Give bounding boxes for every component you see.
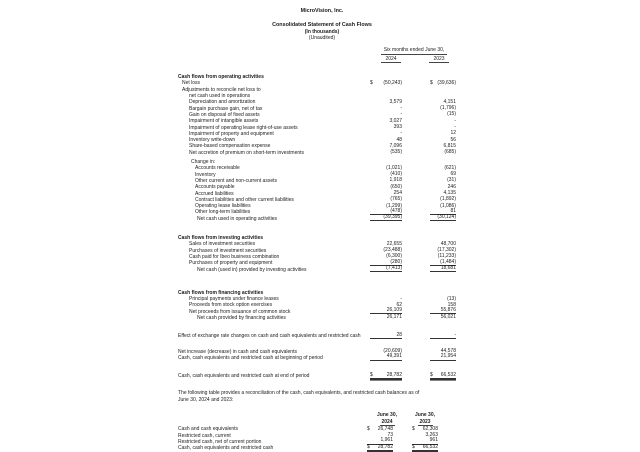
value-2024: $ (50,243) <box>370 79 402 86</box>
value-2024: 28 <box>370 332 402 339</box>
dollar-sign: $ <box>370 79 373 86</box>
row-adjustments: Adjustments to reconcile net loss to <box>182 86 261 93</box>
value-2023: 56 <box>450 136 456 143</box>
row-finance-leases: Principal payments under finance leases - (13) <box>189 295 456 303</box>
value-2024: 3,027 <box>389 117 402 124</box>
row-accrued-liabilities: Accrued liabilities 254 4,135 <box>195 189 456 197</box>
row-purchases-property: Purchases of property and equipment (280) (1,484) <box>189 258 456 267</box>
value-2023: 56,021 <box>440 314 456 321</box>
row-net-cash-investing: Net cash (used in) provided by investing activities (7,413) 18,681 <box>197 264 456 273</box>
row-cash-beginning-of-period: Cash, cash equivalents and restricted cash at beginning of period 49,391 21,954 <box>178 353 456 361</box>
value-2023: (31) <box>447 177 456 184</box>
period-label: Six months ended June 30, <box>381 47 447 55</box>
cash-flow-statement-document <box>178 8 466 452</box>
row-common-stock-proceeds: Net proceeds from issuance of common stock 26,109 55,876 <box>189 307 456 315</box>
value-2023: (11,233) <box>437 253 456 260</box>
dollar-sign: $ <box>412 443 415 450</box>
statement-title: Consolidated Statement of Cash Flows <box>272 22 372 29</box>
value-2024: (23,488) <box>383 247 402 254</box>
section-investing-activities: Cash flows from investing activities <box>178 235 264 242</box>
value-2024: 26,171 <box>386 314 402 321</box>
row-impairment-intangible: Impairment of intangible assets 3,027 - <box>189 117 456 125</box>
value-2023: 44,578 <box>440 347 456 354</box>
value-2023: (30,124) <box>430 214 456 221</box>
value-2024: 3,579 <box>389 98 402 105</box>
value-2024: (1,299) <box>386 202 402 209</box>
value-2023: 4,151 <box>443 98 456 105</box>
value-2023: 246 <box>447 183 456 190</box>
value-2024: (478) <box>370 208 402 215</box>
value-2023: (621) <box>444 164 456 171</box>
row-exchange-rate-effect: Effect of exchange rate changes on cash and cash equivalents and restricted cash 28 - <box>178 331 456 340</box>
value-2024: 48 <box>396 136 402 143</box>
value-2024: 26,109 <box>370 307 402 314</box>
value-2023: (1,484) <box>430 259 456 266</box>
column-year-2023: 2023 <box>429 56 449 63</box>
value-2024: - <box>400 105 402 112</box>
row-net-loss: Net loss $ (50,243) $ (39,636) <box>182 79 456 87</box>
value-2023: 3,263 <box>425 432 438 439</box>
recon-row-restricted-noncurrent: Restricted cash, net of current portion 1,961 961 <box>178 437 438 446</box>
row-contract-liabilities: Contract liabilities and other current liabilities (765) (1,892) <box>195 196 456 203</box>
value-2024: (410) <box>390 171 402 178</box>
in-thousands-label: (In thousands) <box>304 28 340 35</box>
value-2023: 158 <box>447 301 456 308</box>
row-depreciation: Depreciation and amortization 3,579 4,151 <box>189 98 456 106</box>
value-2023: (1,892) <box>440 196 456 203</box>
value-2024: - <box>400 295 402 302</box>
value-2024: (280) <box>370 259 402 266</box>
value-2024: 1,918 <box>389 177 402 184</box>
reconciliation-note <box>178 390 466 403</box>
row-other-longterm-liabilities: Other long-term liabilities (478) 81 <box>195 207 456 216</box>
reconciliation-table-header <box>178 412 466 426</box>
row-change-in: Change in: <box>191 159 216 166</box>
column-year-2024: 2024 <box>381 56 401 63</box>
row-ibeo-combination: Cash paid for Ibeo business combination (6,300) (11,233) <box>189 253 456 260</box>
recon-row-total: Cash, cash equivalents and restricted cash $ 28,782 $ 66,532 <box>178 443 438 452</box>
row-net-cash-operating: Net cash used in operating activities (39,395) (30,124) <box>197 214 456 222</box>
row-net-accretion: Net accretion of premium on short-term investments (535) (685) <box>189 149 456 156</box>
row-gain-disposal: Gain on disposal of fixed assets - (15) <box>189 111 456 118</box>
value-2024: 254 <box>393 189 402 196</box>
value-2023: (15) <box>447 111 456 118</box>
value-2024: 62 <box>396 301 402 308</box>
dollar-sign: $ <box>430 79 433 86</box>
value-2023: $ (39,636) <box>430 79 456 86</box>
dollar-sign: $ <box>370 371 373 378</box>
dollar-sign: $ <box>367 425 370 432</box>
value-2024: (7,413) <box>370 265 402 272</box>
company-name: MicroVision, Inc. <box>300 8 344 14</box>
value-2023: - <box>454 123 456 130</box>
value-2024: (650) <box>390 183 402 190</box>
value-2024: (6,300) <box>386 253 402 260</box>
dollar-sign: $ <box>412 425 415 432</box>
value-2023: 12 <box>450 130 456 137</box>
value-2023: $ 66,532 <box>430 371 456 378</box>
value-2024: (765) <box>390 196 402 203</box>
statement-body <box>178 74 466 379</box>
row-net-cash-financing: Net cash provided by financing activities 26,171 56,021 <box>197 314 456 321</box>
value-2024: - <box>400 111 402 118</box>
value-2023: (13) <box>447 295 456 302</box>
row-purchases-investments: Purchases of investment securities (23,488) (17,302) <box>189 247 456 254</box>
row-impairment-property: Impairment of property and equipment - 12 <box>189 130 456 137</box>
value-2023: 55,876 <box>430 307 456 314</box>
value-2024: 73 <box>387 432 393 439</box>
row-bargain-purchase: Bargain purchase gain, net of tax - (1,796) <box>189 105 456 112</box>
row-accounts-receivable: Accounts receivable (1,021) (621) <box>195 164 456 172</box>
value-2023: (1,796) <box>440 105 456 112</box>
value-2024: $ 26,748 <box>367 425 393 432</box>
value-2023: (17,302) <box>437 247 456 254</box>
value-2023: 21,954 <box>430 353 456 360</box>
value-2024: (1,021) <box>386 164 402 171</box>
value-2023: - <box>430 332 456 339</box>
value-2023: 961 <box>412 437 438 444</box>
section-financing-activities: Cash flows from financing activities <box>178 289 264 296</box>
value-2023: - <box>454 117 456 124</box>
value-2024: $ 28,782 <box>370 371 402 378</box>
row-inventory-writedown: Inventory write-down 48 56 <box>189 136 456 144</box>
value-2023: 48,700 <box>440 240 456 247</box>
value-2023: $ 66,532 <box>412 443 438 450</box>
note-line-2: June 30, 2024 and 2023: <box>178 396 234 403</box>
value-2023: $ 62,308 <box>412 425 438 432</box>
value-2023: 4,135 <box>443 189 456 196</box>
value-2024: $ 28,782 <box>367 443 393 450</box>
recon-row-cash: Cash and cash equivalents $ 26,748 $ 62,308 <box>178 425 438 433</box>
dollar-sign: $ <box>430 371 433 378</box>
value-2023: (1,086) <box>440 202 456 209</box>
column-header <box>178 47 466 67</box>
row-operating-lease-liabilities: Operating lease liabilities (1,299) (1,086) <box>195 202 456 210</box>
unaudited-label: (Unaudited) <box>308 34 336 41</box>
row-inventory: Inventory (410) 69 <box>195 171 456 178</box>
value-2023: 18,681 <box>430 265 456 272</box>
row-stock-options: Proceeds from stock option exercises 62 158 <box>189 301 456 309</box>
row-share-based-comp: Share-based compensation expense 7,096 6,815 <box>189 142 456 150</box>
section-operating-activities: Cash flows from operating activities <box>178 74 264 81</box>
value-2023: 81 <box>430 208 456 215</box>
value-2024: (20,609) <box>383 347 402 354</box>
value-2024: 1,961 <box>367 437 393 444</box>
recon-column-2023: June 30, 2023 <box>414 412 435 425</box>
value-2023: 6,815 <box>443 142 456 149</box>
row-other-assets: Other current and non-current assets 1,918 (31) <box>195 177 456 184</box>
value-2024: (39,395) <box>370 214 402 221</box>
value-2024: 393 <box>393 123 402 130</box>
value-2024: 49,391 <box>370 353 402 360</box>
row-adjustments-cont: net cash used in operations <box>189 93 251 100</box>
value-2024: - <box>400 130 402 137</box>
row-impairment-rou: Impairment of operating lease right-of-use assets 393 - <box>189 123 456 131</box>
note-line-1: The following table provides a reconciliation of the cash, cash equivalents, and restricted cash balances as of <box>178 390 420 397</box>
dollar-sign: $ <box>367 443 370 450</box>
value-2024: 22,655 <box>386 240 402 247</box>
row-cash-end-of-period: Cash, cash equivalents and restricted cash at end of period $ 28,782 $ 66,532 <box>178 371 456 380</box>
recon-column-2024: June 30, 2024 <box>376 412 397 425</box>
value-2023: 69 <box>450 171 456 178</box>
reconciliation-table <box>178 426 466 451</box>
row-sales-investments: Sales of investment securities 22,655 48,700 <box>189 240 456 248</box>
value-2023: (685) <box>444 149 456 156</box>
value-2024: 7,096 <box>389 142 402 149</box>
row-accounts-payable: Accounts payable (650) 246 <box>195 183 456 191</box>
row-net-increase-decrease: Net increase (decrease) in cash and cash equivalents (20,609) 44,578 <box>178 347 456 355</box>
value-2024: (535) <box>390 149 402 156</box>
recon-row-restricted-current: Restricted cash, current 73 3,263 <box>178 432 438 439</box>
